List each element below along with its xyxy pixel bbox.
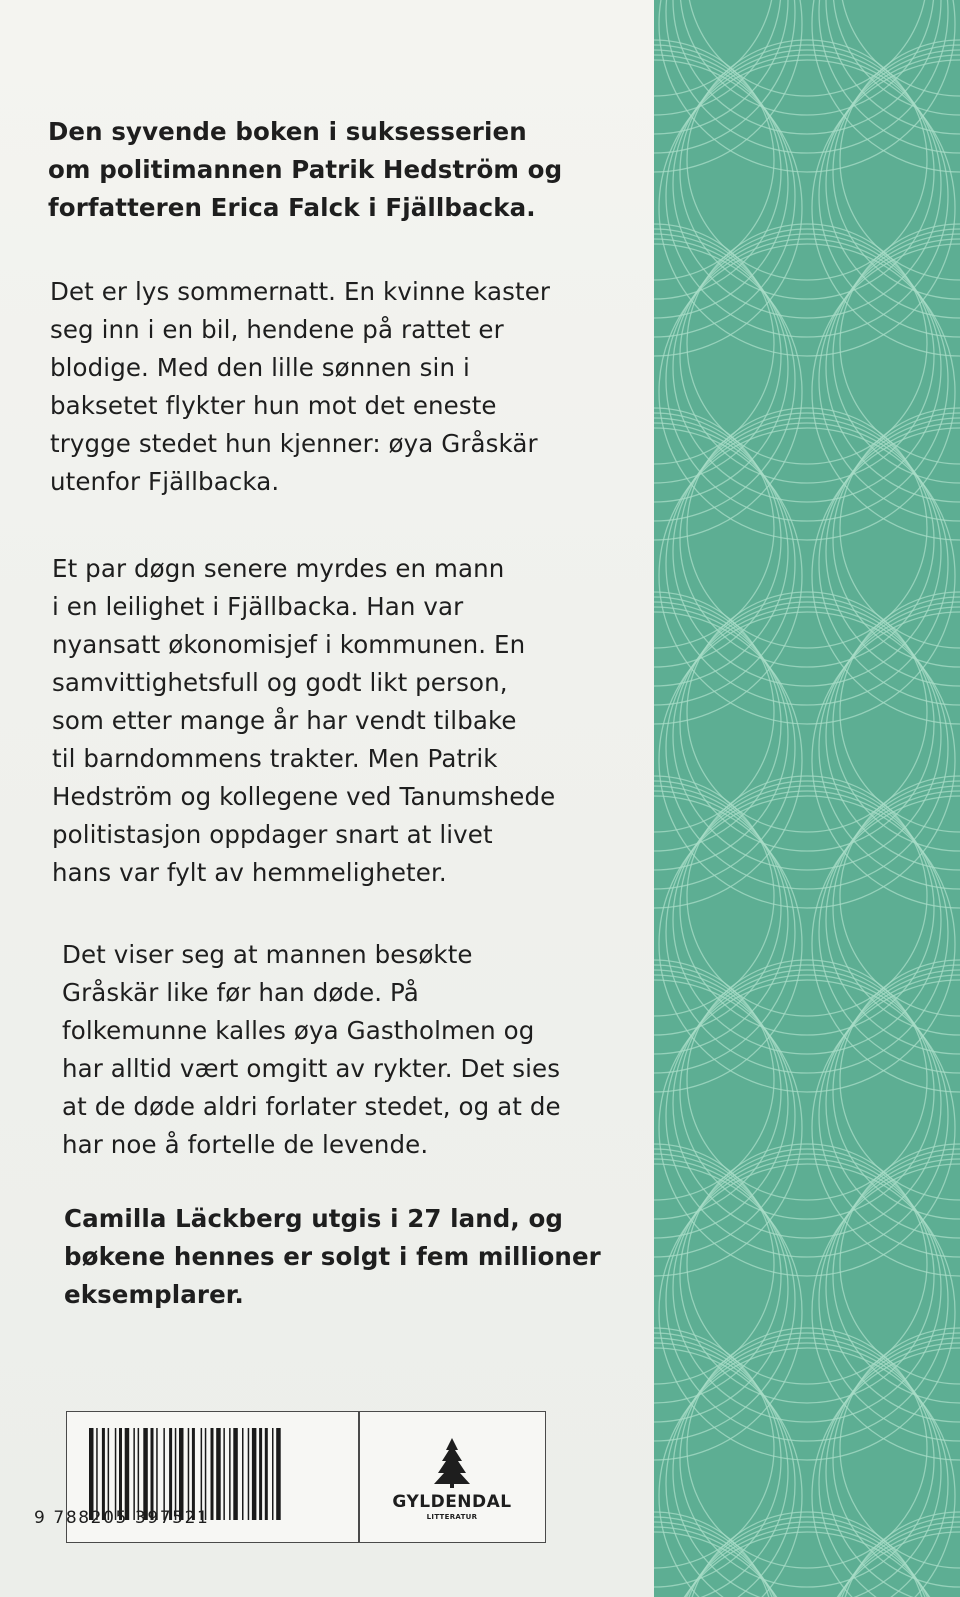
barcode-bar <box>175 1428 177 1520</box>
barcode-bar <box>205 1428 207 1520</box>
barcode-bar <box>96 1428 98 1520</box>
barcode-bar <box>108 1428 110 1520</box>
barcode-bar <box>163 1428 165 1520</box>
barcode-bar <box>252 1428 257 1520</box>
decorative-pattern-panel <box>654 0 960 1597</box>
barcode-bar <box>276 1428 281 1520</box>
barcode-bar <box>156 1428 158 1520</box>
barcode-bar <box>115 1428 117 1520</box>
publisher-logo <box>359 1412 545 1541</box>
barcode-bar <box>151 1428 154 1520</box>
barcode-bar <box>229 1428 231 1520</box>
blurb-paragraph-1: Det er lys sommernatt. En kvinne kaster seg inn i en bil, hendene på rattet er blodige. Med den lille sønnen sin i baksetet flykter hun mot det eneste trygge stedet hun kjenner: øya Gråskär utenfor Fjällbacka. <box>50 277 551 496</box>
barcode-bar <box>265 1428 268 1520</box>
blurb-paragraph-3: Det viser seg at mannen besøkte Gråskär like før han døde. På folkemunne kalles øya Gastholmen og har alltid vært omgitt av rykter. Det sies at de døde aldri forlater stedet, og at de har noe å fortelle de levende. <box>62 940 561 1159</box>
barcode-bar <box>119 1428 122 1520</box>
barcode-bar <box>216 1428 221 1520</box>
barcode-bar <box>192 1428 195 1520</box>
guilloche-pattern <box>654 0 960 1597</box>
barcode-bar <box>89 1428 94 1520</box>
isbn-number: 9 788205 397521 <box>34 1508 210 1528</box>
publisher-imprint: LITTERATUR <box>426 1513 478 1521</box>
blurb-paragraph-2: Et par døgn senere myrdes en mann i en leilighet i Fjällbacka. Han var nyansatt økonomisjef i kommunen. En samvittighetsfull og godt likt person, som etter mange år har vendt tilbake til barndommens trakter. Men Patrik Hedström og kollegene ved Tanumshede politistasjon oppdager snart at livet hans var fylt av hemmeligheter. <box>52 554 556 887</box>
barcode-bar <box>138 1428 140 1520</box>
barcode-bar <box>211 1428 214 1520</box>
barcode-bar <box>143 1428 148 1520</box>
barcode-bar <box>102 1428 105 1520</box>
author-note: Camilla Läckberg utgis i 27 land, og bøkene hennes er solgt i fem millioner eksemplarer. <box>64 1204 601 1309</box>
barcode-bar <box>242 1428 244 1520</box>
barcode-bar <box>201 1428 203 1520</box>
barcode-bar <box>169 1428 172 1520</box>
barcode-bar <box>223 1428 225 1520</box>
intro-paragraph: Den syvende boken i suksesserien om politimannen Patrik Hedström og forfatteren Erica Falck i Fjällbacka. <box>48 117 563 222</box>
barcode-bar <box>248 1428 250 1520</box>
tree-icon <box>431 1436 473 1488</box>
barcode-bar <box>133 1428 135 1520</box>
barcode-bar <box>125 1428 130 1520</box>
barcode-bar <box>272 1428 274 1520</box>
barcode-bar <box>233 1428 238 1520</box>
barcode-bar <box>259 1428 262 1520</box>
barcode-bar <box>188 1428 190 1520</box>
barcode-bar <box>179 1428 184 1520</box>
publisher-name: GYLDENDAL <box>392 1492 512 1512</box>
